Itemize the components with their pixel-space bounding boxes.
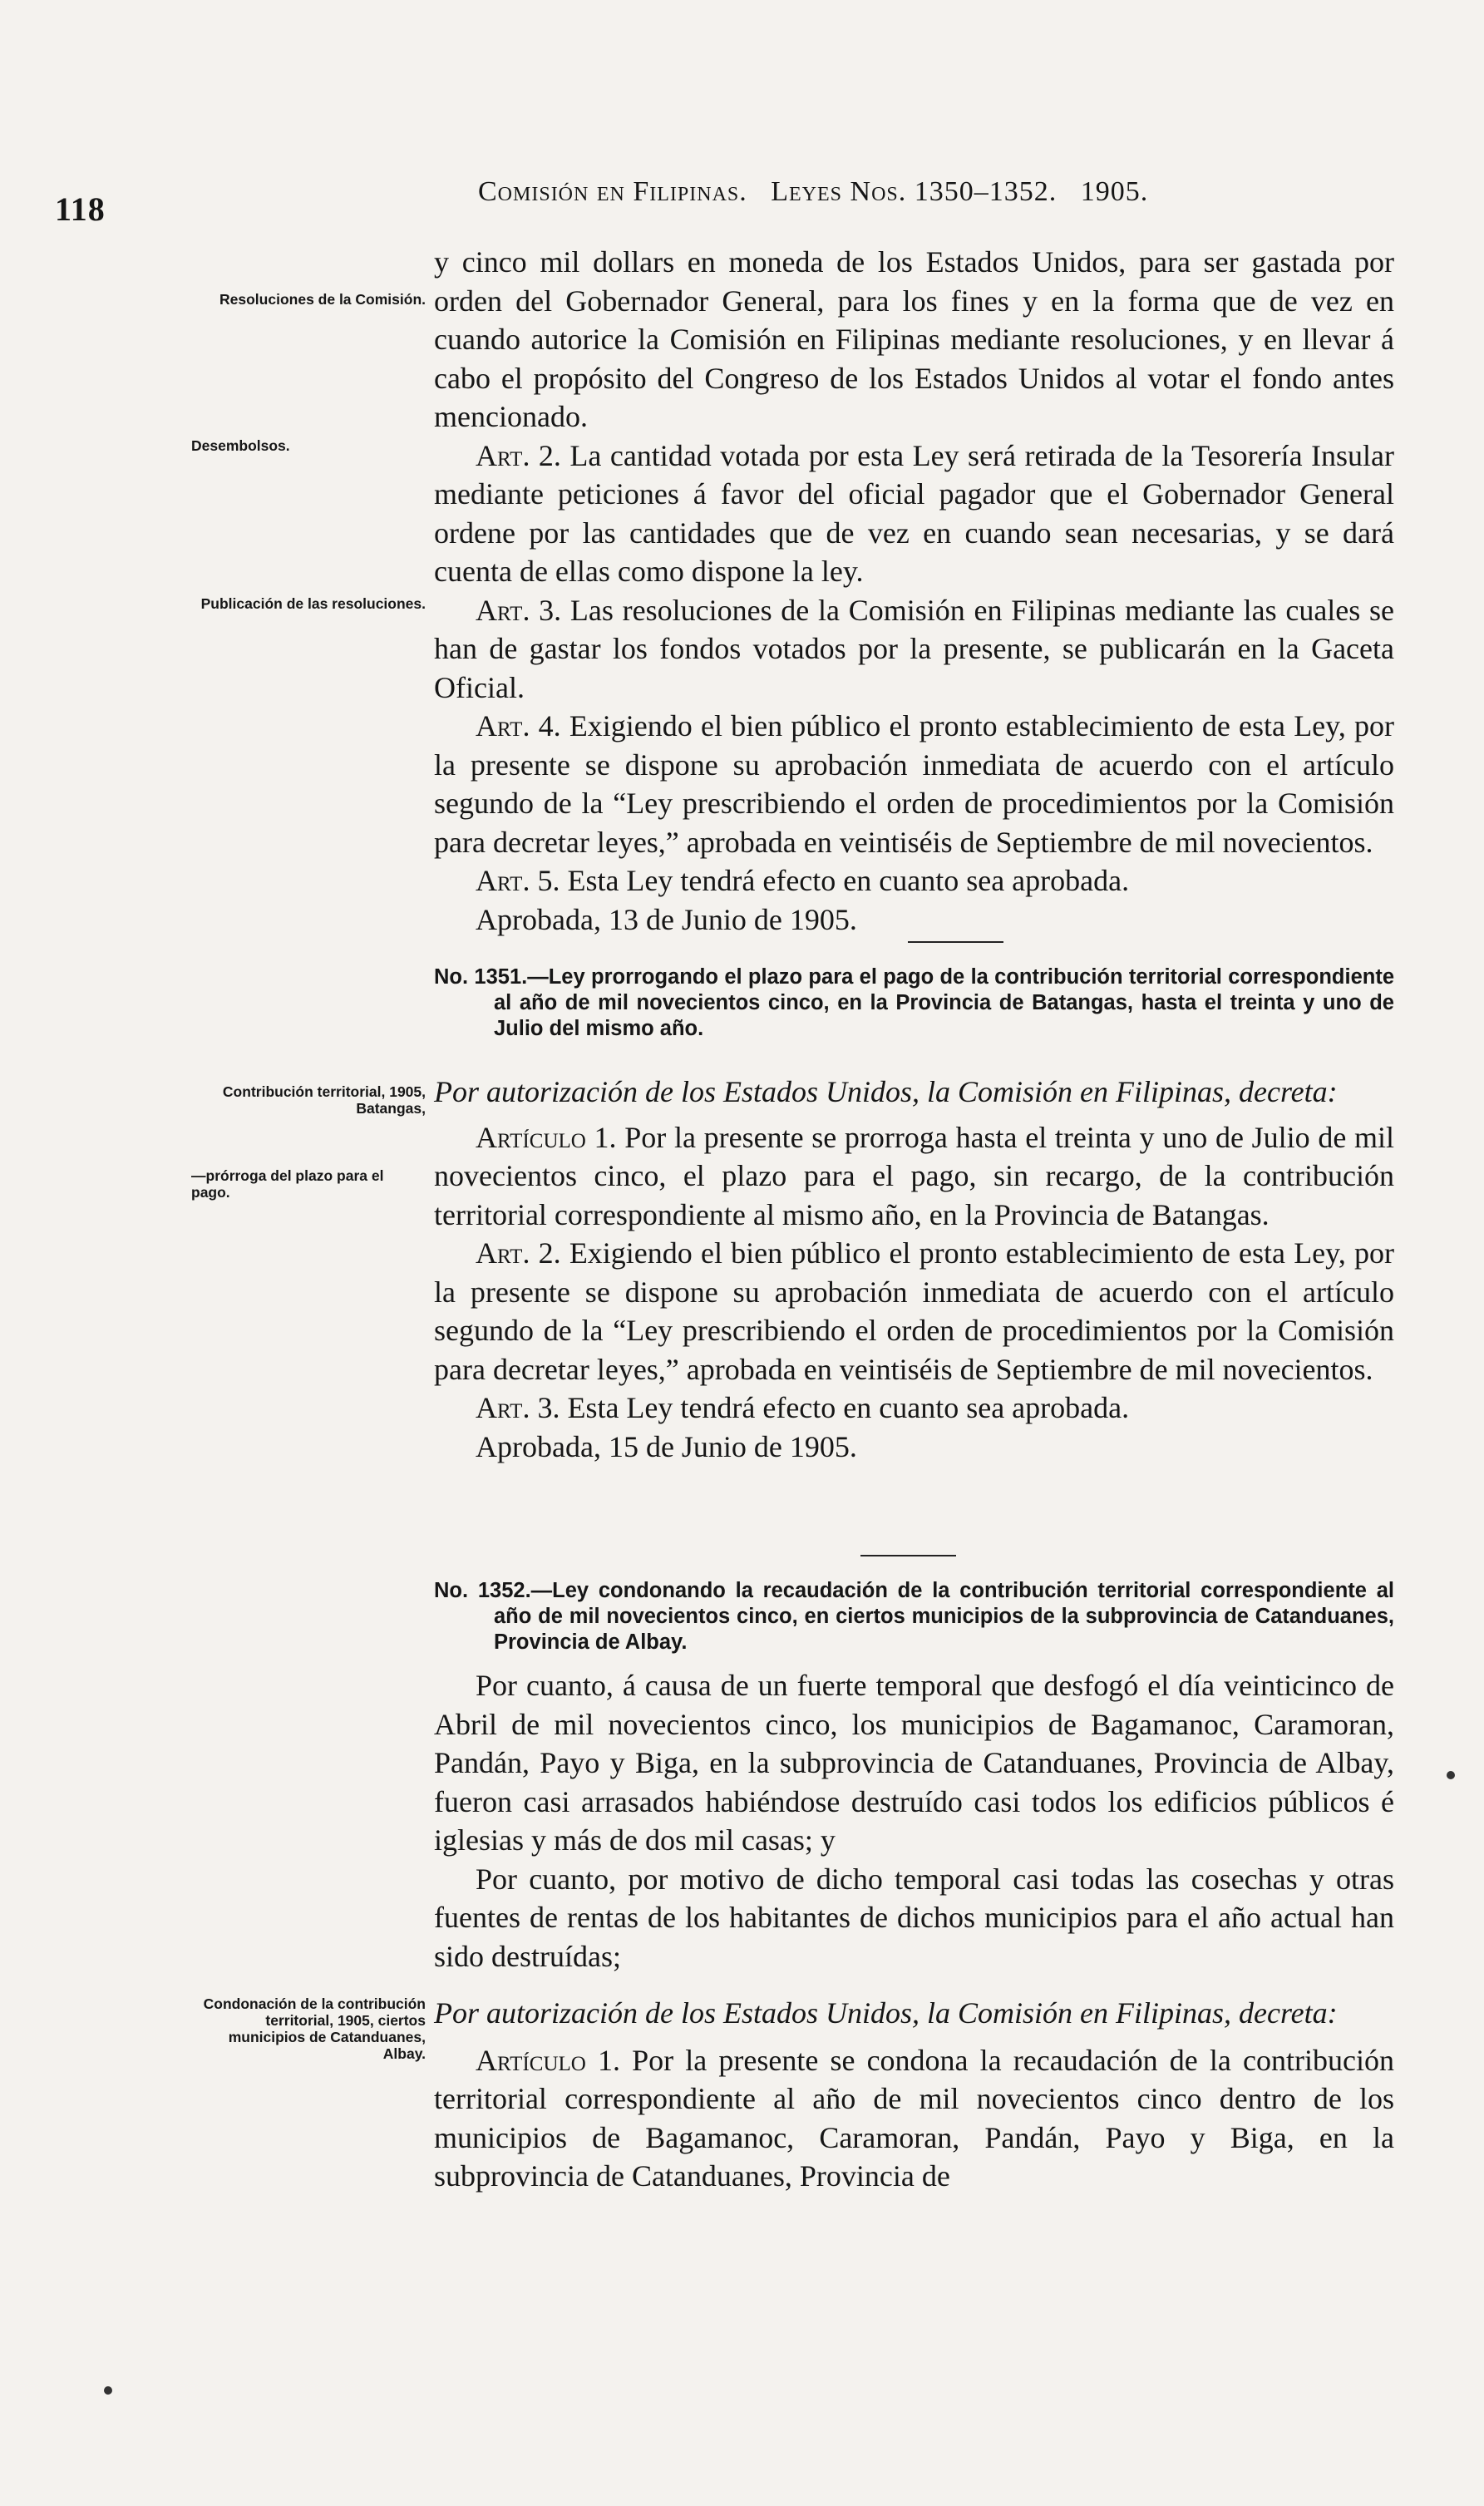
law-1352-whereas-2: Por cuanto, por motivo de dicho temporal casi todas las cosechas y otras fuentes de rentas de los habitantes de dichos municipios para el año actual han sido destruídas;: [434, 1862, 1394, 1973]
law-1350-art4: Art. 4. Exigiendo el bien público el pronto establecimiento de esta Ley, por la presente se dispone su aprobación inmediata de acuerdo con el artículo segundo de la “Ley prescribiendo el orden de procedimientos por la Comisión para decretar leyes,” aprobada en veintiséis de Septiembre de mil novecientos.: [434, 709, 1394, 859]
law-1351-art2: Art. 2. Exigiendo el bien público el pronto establecimiento de esta Ley, por la presente se dispone su aprobación inmediata de acuerdo con el artículo segundo de la “Ley prescribiendo el orden de procedimientos por la Comisión para decretar leyes,” aprobada en veintiséis de Septiembre de mil novecientos.: [434, 1236, 1394, 1386]
law-1351-art1: Artículo 1. Por la presente se prorroga hasta el treinta y uno de Julio de mil novecientos cinco, el plazo para el pago, sin recargo, de la contribución territorial correspondiente al mismo año, en la Provincia de Batangas.: [434, 1120, 1395, 1231]
section-divider: [860, 1555, 956, 1556]
law-1352-art1: Artículo 1. Por la presente se condona la recaudación de la contribución territorial correspondiente al año de mil novecientos cinco dentro de los municipios de Bagamanoc, Caramoran, Pandán, Payo y Biga, en la subprovincia de Catanduanes, Provincia de: [434, 2043, 1394, 2193]
running-header: [478, 176, 1351, 208]
law-1350-text: [434, 243, 1394, 939]
law-1350-art2: Art. 2. La cantidad votada por esta Ley será retirada de la Tesorería Insular mediante peticiones á favor del oficial pagador que el Gobernador General ordene por las cantidades que de vez en cuando sean necesarias, y se dará cuenta de ellas como dispone la ley.: [434, 438, 1394, 588]
law-1351-art3: Art. 3. Esta Ley tendrá efecto en cuanto sea aprobada.: [476, 1391, 1130, 1424]
law-1352-enacting: Por autorización de los Estados Unidos, la Comisión en Filipinas, decreta:: [434, 1996, 1338, 2030]
section-divider: [908, 941, 1003, 943]
margin-note-prorroga: —prórroga del plazo para el pago.: [191, 1167, 384, 1201]
margin-note-publicacion: Publicación de las resoluciones.: [200, 595, 426, 612]
law-1351-approved: Aprobada, 15 de Junio de 1905.: [476, 1429, 857, 1463]
margin-note-resoluciones: Resoluciones de la Comisión.: [219, 291, 426, 308]
law-1351-title: No. 1351.—Ley prorrogando el plazo para el pago de la contribución territorial correspondiente al año de mil novecientos cinco, en la Provincia de Batangas, hasta el treinta y uno de Julio del mismo año.: [434, 965, 1394, 1040]
law-1352-whereas-1: Por cuanto, á causa de un fuerte temporal que desfogó el día veinticinco de Abril de mil novecientos cinco, los municipios de Bagamanoc, Caramoran, Pandán, Payo y Biga, en la subprovincia de Catanduanes, Provincia de Albay, fueron casi arrasados habiéndose destruído casi todos los edificios públicos é iglesias y más de dos mil casas; y: [434, 1669, 1394, 1857]
law-1350-art3: Art. 3. Las resoluciones de la Comisión en Filipinas mediante las cuales se han de gastar los fondos votados por la presente, se publicarán en la Gaceta Oficial.: [434, 593, 1395, 704]
margin-note-desembolsos: Desembolsos.: [191, 437, 290, 454]
law-range: Leyes Nos. 1350–1352.: [771, 176, 1058, 207]
law-1352-text: [434, 1666, 1394, 2196]
law-1350-art5: Art. 5. Esta Ley tendrá efecto en cuanto sea aprobada.: [476, 864, 1130, 897]
header-year: 1905.: [1080, 176, 1149, 207]
margin-note-contribucion: Contribución territorial, 1905, Batangas,: [222, 1083, 426, 1117]
law-1351-enacting: Por autorización de los Estados Unidos, la Comisión en Filipinas, decreta:: [434, 1075, 1338, 1108]
law-1350-continuation: y cinco mil dollars en moneda de los Estados Unidos, para ser gastada por orden del Gobernador General, para los fines y en la forma que de vez en cuando autorice la Comisión en Filipinas mediante resoluciones, y en llevar á cabo el propósito del Congreso de los Estados Unidos al votar el fondo antes mencionado.: [434, 245, 1394, 433]
scan-speck: [104, 2386, 112, 2395]
running-title: Comisión en Filipinas.: [478, 176, 747, 207]
law-1350-approved: Aprobada, 13 de Junio de 1905.: [476, 902, 857, 936]
scan-speck: [1447, 1771, 1455, 1779]
law-1351-text: [434, 1073, 1394, 1466]
page-number: 118: [55, 190, 106, 228]
margin-note-condonacion: Condonación de la contribución territorial, 1905, ciertos municipios de Catanduanes, Albay.: [203, 1995, 426, 2062]
law-1352-title: No. 1352.—Ley condonando la recaudación de la contribución territorial correspondiente al año de mil novecientos cinco, en ciertos municipios de la subprovincia de Catanduanes, Provincia de Albay.: [434, 1579, 1394, 1654]
